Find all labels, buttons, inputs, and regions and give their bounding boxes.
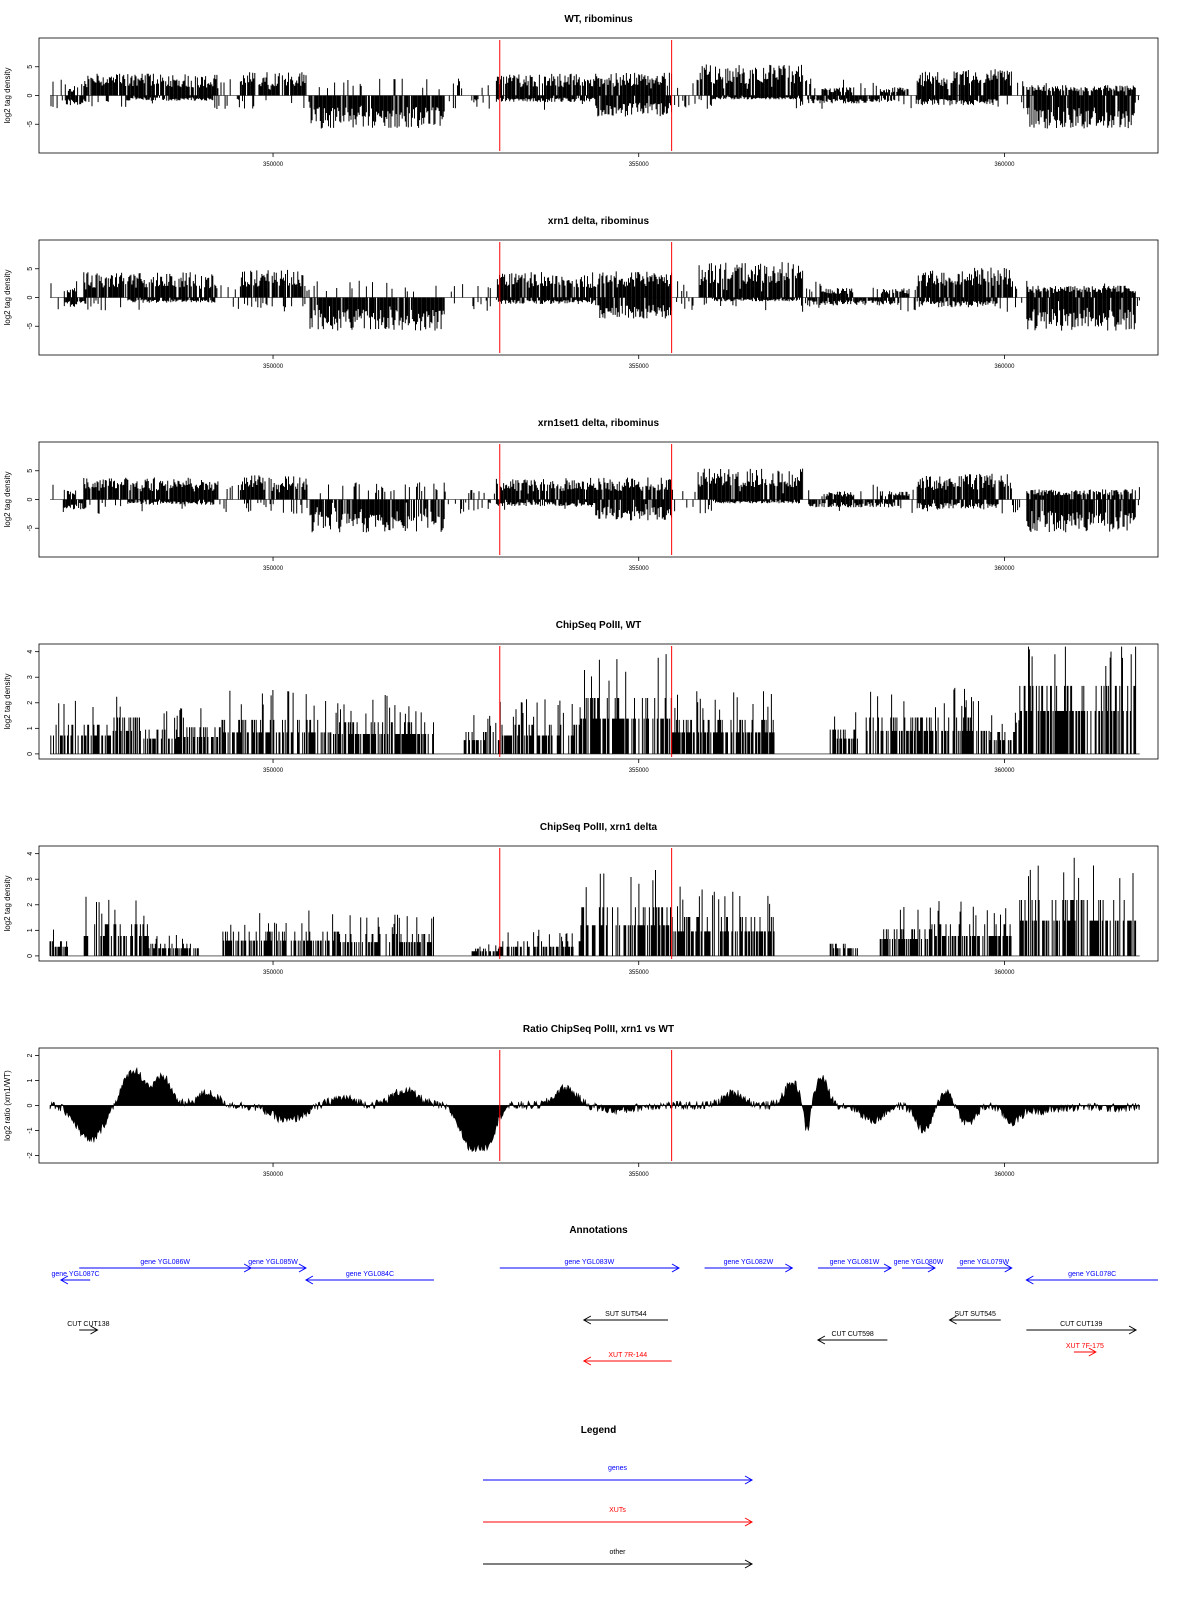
y-tick-label: 1 (27, 928, 34, 933)
annotation-feature (1026, 1271, 1158, 1284)
x-tick-label: 355000 (628, 768, 649, 774)
y-axis-label: log2 tag density (3, 471, 12, 528)
annotation-feature (67, 1321, 109, 1334)
x-tick-label: 355000 (628, 162, 649, 168)
annotation-feature (500, 1259, 679, 1272)
annotation-feature (818, 1259, 891, 1272)
x-tick-label: 360000 (994, 162, 1015, 168)
annotation-feature (306, 1271, 434, 1284)
chart-panel-3 (3, 418, 1158, 572)
feature-label: CUT CUT138 (67, 1321, 110, 1328)
x-tick-label: 360000 (994, 566, 1015, 572)
y-axis-label: log2 tag density (3, 67, 12, 124)
y-tick-label: 0 (27, 497, 34, 502)
x-tick-label: 360000 (994, 970, 1015, 976)
x-tick-label: 360000 (994, 1172, 1015, 1178)
feature-label: gene YGL080W (893, 1259, 944, 1266)
feature-label: gene YGL078C (1068, 1271, 1117, 1278)
chart-panel-4 (3, 620, 1158, 774)
feature-label: SUT SUT544 (605, 1311, 647, 1318)
y-tick-label: -5 (27, 121, 34, 128)
y-tick-label: 0 (27, 751, 34, 756)
annotation-feature (1026, 1321, 1136, 1334)
y-tick-label: -1 (27, 1127, 34, 1134)
legend-item (483, 1549, 752, 1568)
y-tick-label: 5 (27, 64, 34, 69)
feature-label: CUT CUT139 (1060, 1321, 1103, 1328)
annotation-feature (957, 1259, 1012, 1272)
feature-label: gene YGL084C (345, 1271, 395, 1278)
chart-panel-5 (3, 822, 1158, 976)
x-tick-label: 355000 (628, 1172, 649, 1178)
feature-label: CUT CUT598 (831, 1331, 874, 1338)
legend-label: genes (607, 1465, 628, 1472)
x-tick-label: 350000 (263, 970, 284, 976)
plus-strand-bars (53, 65, 1135, 96)
y-tick-label: 2 (27, 902, 34, 907)
y-tick-label: 3 (27, 877, 34, 882)
y-tick-label: 3 (27, 675, 34, 680)
feature-label: gene YGL087C (51, 1271, 100, 1278)
feature-label: gene YGL086W (140, 1259, 191, 1266)
y-tick-label: 2 (27, 700, 34, 705)
legend-label: other (609, 1549, 626, 1556)
annotation-feature (1066, 1343, 1104, 1356)
annotation-feature (894, 1259, 944, 1272)
y-tick-label: 4 (27, 851, 34, 856)
annotation-feature (818, 1331, 887, 1344)
feature-label: gene YGL083W (564, 1259, 615, 1266)
feature-label: gene YGL085W (248, 1259, 298, 1266)
feature-label: gene YGL079W (959, 1259, 1010, 1266)
legend-panel (483, 1425, 752, 1568)
x-tick-label: 350000 (263, 1172, 284, 1178)
x-tick-label: 355000 (628, 566, 649, 572)
annotation-feature (240, 1259, 306, 1272)
y-tick-label: 0 (27, 1103, 34, 1108)
x-tick-label: 360000 (994, 364, 1015, 370)
x-tick-label: 350000 (263, 566, 284, 572)
chart-panel-6 (3, 1024, 1158, 1178)
chart-panel-2 (3, 216, 1158, 370)
minus-strand-bars (51, 96, 1138, 129)
chart-title: ChipSeq PolII, WT (555, 620, 642, 631)
chart-title: ChipSeq PolII, xrn1 delta (539, 822, 658, 833)
y-tick-label: 4 (27, 649, 34, 654)
feature-label: XUT 7F-175 (1065, 1343, 1104, 1350)
x-tick-label: 350000 (263, 364, 284, 370)
feature-label: SUT SUT545 (954, 1311, 996, 1318)
chart-title: Ratio ChipSeq PolII, xrn1 vs WT (522, 1024, 675, 1035)
x-tick-label: 360000 (994, 768, 1015, 774)
y-axis-label: log2 tag density (3, 269, 12, 326)
annotation-feature (584, 1311, 668, 1324)
y-axis-label: log2 tag density (3, 673, 12, 730)
chip-bars (50, 858, 1136, 956)
annotation-feature (79, 1259, 251, 1272)
y-tick-label: 5 (27, 468, 34, 473)
y-tick-label: 2 (27, 1053, 34, 1058)
y-tick-label: -2 (27, 1152, 34, 1159)
y-tick-label: 0 (27, 93, 34, 98)
y-tick-label: 1 (27, 1078, 34, 1083)
x-tick-label: 350000 (263, 768, 284, 774)
annotations-title: Annotations (569, 1225, 628, 1236)
feature-label: gene YGL081W (829, 1259, 880, 1266)
chart-panel-1 (3, 14, 1158, 168)
legend-label: XUTs (609, 1507, 626, 1514)
chart-title: WT, ribominus (564, 14, 633, 25)
annotation-feature (584, 1352, 672, 1365)
legend-item (483, 1507, 752, 1526)
feature-label: XUT 7R-144 (608, 1352, 648, 1359)
chart-title: xrn1set1 delta, ribominus (537, 418, 660, 429)
annotation-feature (51, 1271, 99, 1284)
y-tick-label: 0 (27, 953, 34, 958)
legend-title: Legend (580, 1425, 617, 1436)
legend-item (483, 1465, 752, 1484)
x-tick-label: 350000 (263, 162, 284, 168)
annotation-feature (705, 1259, 793, 1272)
annotations-panel (51, 1225, 1158, 1365)
x-tick-label: 355000 (628, 364, 649, 370)
chip-bars (51, 647, 1136, 754)
plus-strand-bars (53, 469, 1139, 500)
plus-strand-bars (51, 262, 1135, 297)
chart-title: xrn1 delta, ribominus (547, 216, 650, 227)
y-tick-label: 5 (27, 266, 34, 271)
feature-label: gene YGL082W (723, 1259, 774, 1266)
minus-strand-bars (63, 500, 1138, 533)
ratio-area (50, 1068, 1140, 1152)
y-axis-label: log2 tag density (3, 875, 12, 932)
x-tick-label: 355000 (628, 970, 649, 976)
y-tick-label: 1 (27, 726, 34, 731)
y-axis-label: log2 ratio (xrn1/WT) (3, 1070, 12, 1141)
annotation-feature (950, 1311, 1001, 1324)
y-tick-label: 0 (27, 295, 34, 300)
y-tick-label: -5 (27, 525, 34, 532)
minus-strand-bars (58, 298, 1139, 331)
y-tick-label: -5 (27, 323, 34, 330)
